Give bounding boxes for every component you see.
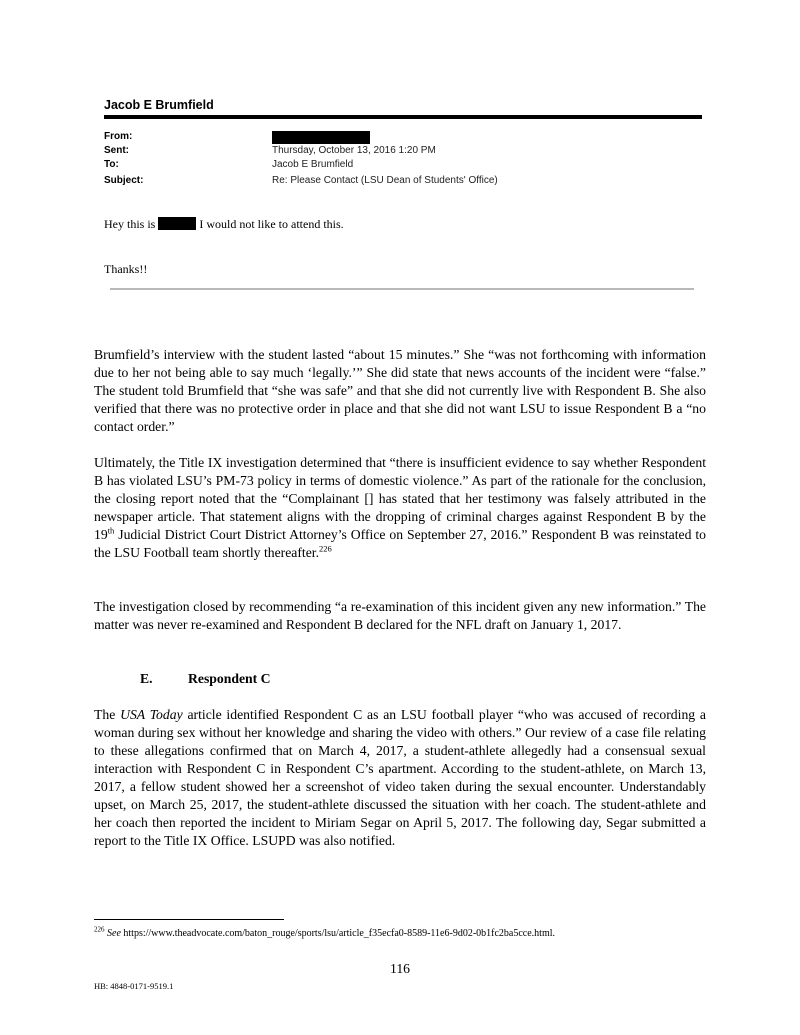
footnote-url: https://www.theadvocate.com/baton_rouge/sports/lsu/article_f35ecfa0-8589-11e6-9d02-0b1fc2ba5cce.html.: [120, 928, 556, 939]
para2-text-2: Judicial District Court District Attorney’s Office on September 27, 2016.” Respondent B was reinstated to the LSU Football team shortly thereafter.: [94, 527, 706, 560]
redaction-from: [272, 131, 370, 144]
document-id: HB: 4848-0171-9519.1: [94, 981, 174, 991]
message-start: Hey this is: [104, 217, 156, 231]
email-header-rule: [104, 115, 702, 119]
usa-today-italic: USA Today: [120, 707, 183, 722]
subject-label: Subject:: [104, 175, 144, 186]
sent-value: Thursday, October 13, 2016 1:20 PM: [272, 145, 436, 156]
paragraph-respondent-c: [94, 706, 706, 850]
to-value: Jacob E Brumfield: [272, 159, 354, 170]
superscript-th: th: [107, 525, 115, 536]
page-number: 116: [389, 961, 411, 976]
email-bottom-rule: [110, 288, 694, 290]
section-title: Respondent C: [188, 671, 271, 686]
paragraph-closure: The investigation closed by recommending “a re-examination of this incident given any new information.” The matter was never re-examined and Respondent B declared for the NFL draft on January 1, 2017.: [94, 599, 706, 632]
para4-text-1: The: [94, 707, 121, 722]
para2-text-1: Ultimately, the Title IX investigation determined that “there is insufficient evidence to say whether Respondent B has violated LSU’s PM-73 policy in terms of domestic violence.” As part of the rationale for the conclusion, the closing report noted that the “Complainant [] has stated that her testimony was falsely attributed in the newspaper article. That statement aligns with the dropping of criminal charges against Respondent B by the 19: [94, 455, 706, 542]
para4-text-2: article identified Respondent C as an LSU football player “who was accused of recording a woman during sex without her knowledge and sharing the video with others.” Our review of a case file relating to these allegations confirmed that on March 4, 2017, a student-athlete allegedly had a consensual sexual interaction with Respondent C in Respondent C’s apartment. According to the student-athlete, on March 13, 2017, a fellow student showed her a screenshot of video taken during the sexual encounter. Understandably upset, on March 25, 2017, the student-athlete discussed the situation with her coach. The student-athlete and her coach then reported the incident to Miriam Segar on April 5, 2017. The following day, Segar submitted a report to the Title IX Office. LSUPD was also notified.: [94, 707, 706, 848]
message-end: I would not like to attend this.: [199, 217, 344, 231]
email-signoff: Thanks!!: [104, 262, 148, 276]
paragraph-interview: Brumfield’s interview with the student lasted “about 15 minutes.” She “was not forthcoming with information due to her not being able to say much ‘legally.’” She did state that news accounts of the incident were “false.” The student told Brumfield that “she was safe” and that she did not currently live with Respondent B. She also verified that there was no protective order in place and that she did not want LSU to issue Respondent B a “no contact order.”: [94, 347, 706, 434]
footnote-separator: [94, 919, 284, 920]
email-mailbox-name: Jacob E Brumfield: [104, 98, 214, 112]
section-letter: E.: [140, 671, 153, 686]
section-heading: [140, 671, 271, 687]
from-label: From:: [104, 131, 133, 142]
footnote-see: See: [107, 928, 121, 939]
subject-value: Re: Please Contact (LSU Dean of Students' Office): [272, 175, 498, 186]
sent-label: Sent:: [104, 145, 129, 156]
footnote-number: 226: [94, 925, 105, 934]
footnote-226: [94, 925, 556, 939]
to-label: To:: [104, 159, 119, 170]
footnote-ref-226: 226: [319, 543, 332, 554]
paragraph-title-ix: [94, 454, 706, 562]
email-message-line: [104, 217, 344, 232]
redaction-name: [158, 217, 196, 230]
